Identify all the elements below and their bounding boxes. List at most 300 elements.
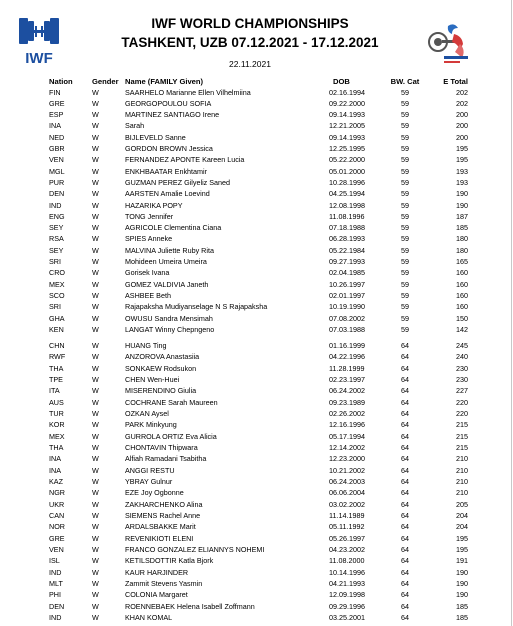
cell-total: 185	[456, 601, 468, 611]
cell-gender: W	[92, 476, 99, 486]
cell-nation: THA	[49, 363, 64, 373]
cell-total: 187	[456, 211, 468, 221]
cell-nation: THA	[49, 442, 64, 452]
col-bwcat-header: BW. Cat	[390, 77, 420, 86]
cell-nation: MGL	[49, 166, 65, 176]
cell-gender: W	[92, 601, 99, 611]
cell-name: COCHRANE Sarah Maureen	[125, 397, 218, 407]
cell-total: 230	[456, 363, 468, 373]
cell-bwcat: 59	[401, 290, 409, 300]
cell-total: 202	[456, 98, 468, 108]
cell-dob: 10.28.1996	[329, 177, 365, 187]
cell-bwcat: 64	[401, 420, 409, 430]
cell-total: 142	[456, 324, 468, 334]
cell-gender: W	[92, 313, 99, 323]
cell-bwcat: 59	[401, 268, 409, 278]
cell-gender: W	[92, 200, 99, 210]
cell-name: KETILSDOTTIR Katla Bjork	[125, 556, 214, 566]
cell-dob: 05.22.2000	[329, 155, 365, 165]
cell-nation: FIN	[49, 87, 61, 97]
cell-total: 240	[456, 352, 468, 362]
cell-gender: W	[92, 590, 99, 600]
cell-name: ENKHBAATAR Enkhtamir	[125, 166, 208, 176]
cell-dob: 04.21.1993	[329, 578, 365, 588]
cell-dob: 09.14.1993	[329, 110, 365, 120]
cell-dob: 02.23.1997	[329, 374, 365, 384]
cell-total: 193	[456, 166, 468, 176]
cell-total: 227	[456, 386, 468, 396]
cell-gender: W	[92, 363, 99, 373]
cell-gender: W	[92, 510, 99, 520]
table-row	[0, 267, 513, 278]
table-row	[0, 200, 513, 211]
cell-gender: W	[92, 234, 99, 244]
cell-dob: 06.06.2004	[329, 488, 365, 498]
cell-total: 180	[456, 245, 468, 255]
table-row	[0, 211, 513, 222]
table-row	[0, 313, 513, 324]
cell-nation: ITA	[49, 386, 60, 396]
cell-name: Alfiah Ramadani Tsabitha	[125, 454, 207, 464]
page-title: IWF WORLD CHAMPIONSHIPS	[151, 16, 349, 31]
cell-total: 160	[456, 268, 468, 278]
cell-dob: 05.26.1997	[329, 533, 365, 543]
cell-nation: GRE	[49, 98, 65, 108]
cell-total: 220	[456, 397, 468, 407]
cell-dob: 11.28.1999	[329, 363, 365, 373]
cell-gender: W	[92, 257, 99, 266]
cell-bwcat: 59	[401, 155, 409, 165]
cell-nation: MLT	[49, 578, 63, 588]
cell-dob: 06.24.2003	[329, 476, 365, 486]
cell-bwcat: 64	[401, 397, 409, 407]
cell-nation: AUS	[49, 397, 64, 407]
cell-name: SONKAEW Rodsukon	[125, 363, 197, 373]
cell-name: OZKAN Aysel	[125, 408, 169, 418]
cell-total: 202	[456, 87, 468, 97]
cell-gender: W	[92, 121, 99, 131]
cell-total: 210	[456, 454, 468, 464]
cell-nation: ISL	[49, 556, 60, 566]
cell-name: SIEMENS Rachel Anne	[125, 510, 201, 520]
cell-total: 205	[456, 499, 468, 509]
cell-bwcat: 59	[401, 257, 409, 266]
cell-bwcat: 59	[401, 98, 409, 108]
cell-gender: W	[92, 488, 99, 498]
cell-bwcat: 59	[401, 144, 409, 153]
cell-nation: IND	[49, 567, 62, 577]
cell-total: 195	[456, 533, 468, 543]
col-name-header: Name (FAMILY Given)	[125, 77, 204, 86]
cell-dob: 03.02.2002	[329, 499, 365, 509]
cell-bwcat: 64	[401, 578, 409, 588]
cell-bwcat: 59	[401, 121, 409, 131]
cell-dob: 11.08.1996	[329, 211, 365, 221]
cell-gender: W	[92, 223, 99, 233]
cell-gender: W	[92, 324, 99, 334]
cell-nation: NOR	[49, 522, 65, 532]
cell-dob: 02.16.1994	[329, 87, 365, 97]
cell-bwcat: 59	[401, 313, 409, 323]
cell-gender: W	[92, 442, 99, 452]
cell-bwcat: 59	[401, 177, 409, 187]
cell-total: 180	[456, 234, 468, 244]
cell-total: 160	[456, 279, 468, 289]
cell-nation: KAZ	[49, 476, 63, 486]
cell-bwcat: 64	[401, 499, 409, 509]
cell-bwcat: 64	[401, 510, 409, 520]
table-row	[0, 188, 513, 199]
cell-bwcat: 59	[401, 245, 409, 255]
cell-nation: KOR	[49, 420, 65, 430]
table-row	[0, 166, 513, 177]
cell-name: GUZMAN PEREZ Gilyeliz Saned	[125, 177, 231, 187]
cell-nation: SEY	[49, 245, 64, 255]
cell-name: TONG Jennifer	[125, 211, 174, 221]
table-row	[0, 589, 513, 600]
cell-gender: W	[92, 556, 99, 566]
cell-nation: SRI	[49, 257, 61, 266]
cell-dob: 04.23.2002	[329, 544, 365, 554]
cell-bwcat: 64	[401, 533, 409, 543]
cell-gender: W	[92, 533, 99, 543]
cell-dob: 09.14.1993	[329, 132, 365, 142]
title-block	[80, 14, 420, 69]
cell-dob: 09.22.2000	[329, 98, 365, 108]
cell-gender: W	[92, 279, 99, 289]
cell-bwcat: 64	[401, 476, 409, 486]
cell-nation: PHI	[49, 590, 61, 600]
table-row	[0, 143, 513, 154]
cell-bwcat: 64	[401, 408, 409, 418]
cell-bwcat: 64	[401, 341, 409, 350]
cell-nation: UKR	[49, 499, 65, 509]
cell-name: GURROLA ORTIZ Eva Alicia	[125, 431, 217, 441]
cell-nation: INA	[49, 465, 61, 475]
table-row	[0, 419, 513, 430]
cell-bwcat: 59	[401, 324, 409, 334]
cell-bwcat: 64	[401, 522, 409, 532]
cell-bwcat: 64	[401, 601, 409, 611]
cell-total: 195	[456, 155, 468, 165]
cell-name: Mohideen Umeira Umeira	[125, 257, 207, 266]
cell-total: 220	[456, 408, 468, 418]
col-total-header: E Total	[443, 77, 468, 86]
cell-gender: W	[92, 144, 99, 153]
cell-gender: W	[92, 177, 99, 187]
cell-dob: 12.23.2000	[329, 454, 365, 464]
cell-bwcat: 64	[401, 352, 409, 362]
cell-name: GORDON BROWN Jessica	[125, 144, 213, 153]
cell-nation: VEN	[49, 544, 64, 554]
cell-dob: 07.03.1988	[329, 324, 365, 334]
cell-dob: 11.14.1989	[329, 510, 365, 520]
cell-gender: W	[92, 578, 99, 588]
table-row	[0, 301, 513, 312]
page-subtitle: TASHKENT, UZB 07.12.2021 - 17.12.2021	[121, 35, 379, 50]
svg-text:IWF: IWF	[25, 50, 53, 66]
cell-dob: 12.16.1996	[329, 420, 365, 430]
cell-bwcat: 64	[401, 556, 409, 566]
cell-bwcat: 59	[401, 132, 409, 142]
cell-bwcat: 59	[401, 166, 409, 176]
table-row	[0, 465, 513, 476]
cell-dob: 05.22.1984	[329, 245, 365, 255]
table-row	[0, 476, 513, 487]
cell-name: KAUR HARJINDER	[125, 567, 189, 577]
cell-nation: GHA	[49, 313, 65, 323]
cell-dob: 02.26.2002	[329, 408, 365, 418]
cell-name: MISERENDINO Giulia	[125, 386, 197, 396]
cell-name: ZAKHARCHENKO Alina	[125, 499, 203, 509]
table-row	[0, 567, 513, 578]
cell-name: AARSTEN Amalie Loevind	[125, 189, 210, 199]
cell-total: 200	[456, 132, 468, 142]
table-row	[0, 442, 513, 453]
cell-nation: GRE	[49, 533, 65, 543]
cell-dob: 06.24.2002	[329, 386, 365, 396]
cell-total: 190	[456, 590, 468, 600]
table-row	[0, 132, 513, 143]
iwf-logo-icon	[16, 14, 62, 66]
cell-name: AGRICOLE Clementina Ciana	[125, 223, 222, 233]
cell-name: Zammit Stevens Yasmin	[125, 578, 203, 588]
cell-bwcat: 64	[401, 363, 409, 373]
cell-gender: W	[92, 544, 99, 554]
cell-gender: W	[92, 567, 99, 577]
table-row	[0, 533, 513, 544]
cell-nation: NED	[49, 132, 65, 142]
championship-emblem-icon	[424, 20, 474, 66]
cell-gender: W	[92, 166, 99, 176]
cell-gender: W	[92, 454, 99, 464]
cell-gender: W	[92, 522, 99, 532]
cell-bwcat: 59	[401, 87, 409, 97]
document-date: 22.11.2021	[229, 59, 271, 69]
cell-nation: RWF	[49, 352, 66, 362]
cell-dob: 02.01.1997	[329, 290, 365, 300]
cell-total: 190	[456, 578, 468, 588]
cell-nation: CHN	[49, 341, 65, 350]
table-row	[0, 109, 513, 120]
cell-total: 215	[456, 442, 468, 452]
col-dob-header: DOB	[333, 77, 350, 86]
cell-dob: 10.26.1997	[329, 279, 365, 289]
col-nation-header: Nation	[49, 77, 73, 86]
cell-dob: 10.14.1996	[329, 567, 365, 577]
table-row	[0, 324, 513, 335]
cell-gender: W	[92, 431, 99, 441]
cell-nation: SEY	[49, 223, 64, 233]
cell-bwcat: 59	[401, 234, 409, 244]
cell-total: 195	[456, 544, 468, 554]
cell-total: 165	[456, 257, 468, 266]
cell-bwcat: 59	[401, 110, 409, 120]
cell-name: ASHBEE Beth	[125, 290, 171, 300]
cell-name: SPIES Anneke	[125, 234, 173, 244]
cell-gender: W	[92, 420, 99, 430]
cell-total: 204	[456, 510, 468, 520]
cell-gender: W	[92, 499, 99, 509]
table-row	[0, 374, 513, 385]
table-row	[0, 612, 513, 623]
cell-total: 191	[456, 556, 468, 566]
cell-total: 193	[456, 177, 468, 187]
cell-nation: ENG	[49, 211, 65, 221]
cell-dob: 10.19.1990	[329, 302, 365, 312]
cell-name: FERNANDEZ APONTE Kareen Lucia	[125, 155, 245, 165]
cell-dob: 07.08.2002	[329, 313, 365, 323]
cell-bwcat: 59	[401, 200, 409, 210]
cell-gender: W	[92, 465, 99, 475]
cell-bwcat: 59	[401, 211, 409, 221]
cell-name: CHONTAVIN Thipwara	[125, 442, 198, 452]
cell-dob: 02.04.1985	[329, 268, 365, 278]
cell-bwcat: 64	[401, 442, 409, 452]
cell-nation: MEX	[49, 279, 65, 289]
cell-name: FRANCO GONZALEZ ELIANNYS NOHEMI	[125, 544, 265, 554]
cell-nation: MEX	[49, 431, 65, 441]
cell-total: 185	[456, 612, 468, 622]
table-row	[0, 555, 513, 566]
cell-gender: W	[92, 302, 99, 312]
cell-dob: 09.23.1989	[329, 397, 365, 407]
cell-name: OWUSU Sandra Mensimah	[125, 313, 213, 323]
table-row	[0, 279, 513, 290]
cell-bwcat: 64	[401, 465, 409, 475]
cell-gender: W	[92, 374, 99, 384]
cell-total: 200	[456, 110, 468, 120]
cell-total: 185	[456, 223, 468, 233]
cell-nation: SCO	[49, 290, 65, 300]
cell-nation: GBR	[49, 144, 65, 153]
cell-dob: 05.17.1994	[329, 431, 365, 441]
cell-total: 215	[456, 420, 468, 430]
cell-dob: 12.09.1998	[329, 590, 365, 600]
cell-name: ANZOROVA Anastasiia	[125, 352, 200, 362]
cell-bwcat: 64	[401, 544, 409, 554]
cell-total: 150	[456, 313, 468, 323]
table-row	[0, 408, 513, 419]
cell-name: MALVINA Juliette Ruby Rita	[125, 245, 214, 255]
cell-gender: W	[92, 268, 99, 278]
cell-gender: W	[92, 386, 99, 396]
cell-name: GEORGOPOULOU SOFIA	[125, 98, 212, 108]
cell-gender: W	[92, 110, 99, 120]
cell-dob: 03.25.2001	[329, 612, 365, 622]
cell-dob: 05.11.1992	[329, 522, 365, 532]
cell-dob: 09.27.1993	[329, 257, 365, 266]
cell-dob: 07.18.1988	[329, 223, 365, 233]
cell-total: 190	[456, 200, 468, 210]
cell-gender: W	[92, 352, 99, 362]
cell-name: SAARHELO Marianne Ellen Vilhelmiina	[125, 87, 251, 97]
cell-nation: INA	[49, 454, 61, 464]
cell-nation: DEN	[49, 601, 65, 611]
cell-name: Sarah	[125, 121, 145, 131]
cell-gender: W	[92, 98, 99, 108]
cell-bwcat: 64	[401, 386, 409, 396]
cell-name: ANGGI RESTU	[125, 465, 175, 475]
cell-name: YBRAY Gulnur	[125, 476, 173, 486]
cell-gender: W	[92, 245, 99, 255]
cell-gender: W	[92, 341, 99, 350]
cell-gender: W	[92, 211, 99, 221]
cell-bwcat: 64	[401, 612, 409, 622]
cell-name: GOMEZ VALDIVIA Janeth	[125, 279, 209, 289]
cell-name: ARDALSBAKKE Marit	[125, 522, 196, 532]
table-row	[0, 510, 513, 521]
cell-nation: INA	[49, 121, 61, 131]
table-row	[0, 578, 513, 589]
table-row	[0, 544, 513, 555]
cell-total: 230	[456, 374, 468, 384]
table-row	[0, 453, 513, 464]
cell-nation: IND	[49, 200, 62, 210]
table-row	[0, 290, 513, 301]
cell-total: 190	[456, 189, 468, 199]
table-row	[0, 256, 513, 267]
cell-nation: CRO	[49, 268, 65, 278]
cell-nation: DEN	[49, 189, 65, 199]
cell-gender: W	[92, 408, 99, 418]
cell-name: HUANG Ting	[125, 341, 167, 350]
cell-total: 245	[456, 341, 468, 350]
cell-gender: W	[92, 612, 99, 622]
cell-name: CHEN Wen-Huei	[125, 374, 180, 384]
cell-name: COLONIA Margaret	[125, 590, 188, 600]
cell-name: ROENNEBAEK Helena Isabell Zoffmann	[125, 601, 255, 611]
table-row	[0, 521, 513, 532]
cell-bwcat: 64	[401, 590, 409, 600]
cell-gender: W	[92, 87, 99, 97]
table-row	[0, 222, 513, 233]
cell-dob: 06.28.1993	[329, 234, 365, 244]
cell-nation: KEN	[49, 324, 64, 334]
cell-gender: W	[92, 155, 99, 165]
cell-nation: NGR	[49, 488, 65, 498]
cell-total: 210	[456, 476, 468, 486]
cell-gender: W	[92, 132, 99, 142]
cell-name: MARTINEZ SANTIAGO Irene	[125, 110, 220, 120]
cell-total: 200	[456, 121, 468, 131]
cell-name: KHAN KOMAL	[125, 612, 173, 622]
cell-bwcat: 59	[401, 302, 409, 312]
table-row	[0, 87, 513, 98]
cell-total: 215	[456, 431, 468, 441]
cell-total: 210	[456, 488, 468, 498]
table-row	[0, 499, 513, 510]
cell-total: 195	[456, 144, 468, 153]
table-row	[0, 245, 513, 256]
cell-dob: 04.25.1994	[329, 189, 365, 199]
cell-name: REVENIKIOTI ELENI	[125, 533, 194, 543]
cell-nation: ESP	[49, 110, 64, 120]
cell-nation: CAN	[49, 510, 65, 520]
cell-name: Gorisek Ivana	[125, 268, 170, 278]
cell-dob: 12.08.1998	[329, 200, 365, 210]
table-row	[0, 120, 513, 131]
cell-gender: W	[92, 397, 99, 407]
cell-bwcat: 59	[401, 279, 409, 289]
cell-bwcat: 64	[401, 567, 409, 577]
cell-gender: W	[92, 290, 99, 300]
table-row	[0, 363, 513, 374]
table-row	[0, 601, 513, 612]
cell-nation: PUR	[49, 177, 65, 187]
cell-total: 160	[456, 302, 468, 312]
cell-dob: 04.22.1996	[329, 352, 365, 362]
